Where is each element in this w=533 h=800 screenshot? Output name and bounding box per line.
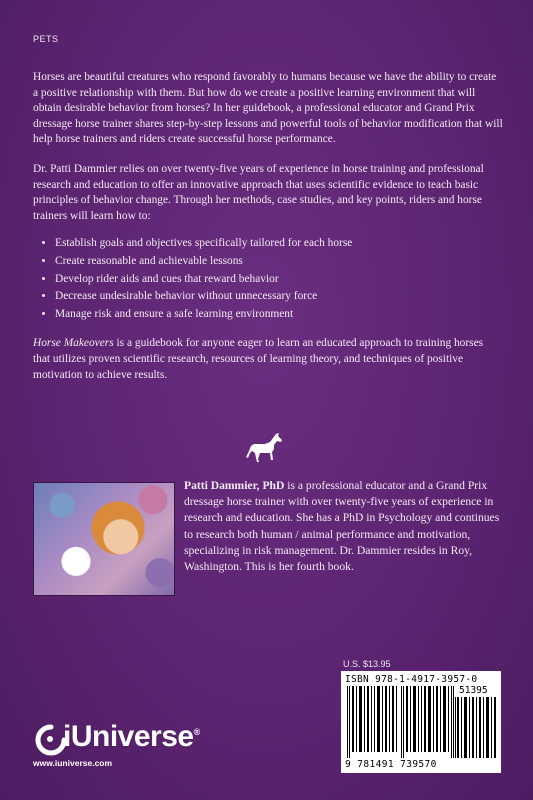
list-item: • Create reasonable and achievable lessons [55, 254, 503, 270]
author-bio-text: is a professional educator and a Grand Prix dressage horse trainer with over twenty-five years of experience in research and education. She has a PhD in Psychology and continues to research both human / animal performance and motivation, specializing in risk management. Dr. Dammier resides in Roy, Washington. This is her fourth book. [184, 479, 500, 574]
barcode-addon-digits: 51395 [459, 685, 488, 696]
approach-paragraph: Dr. Patti Dammier relies on over twenty-five years of experience in horse training and professional research and education to offer an innovative approach that uses scientific evidence to teach basic principles of behavior change. Through her methods, case studies, and key points, riders and horse trainers will learn how to: [33, 162, 484, 222]
list-item: • Manage risk and ensure a safe learning environment [55, 307, 503, 323]
closing-paragraph [33, 336, 503, 383]
registered-mark: ® [193, 727, 200, 737]
author-bio [184, 478, 504, 575]
publisher-name: iUniverse® [63, 720, 200, 753]
isbn-text: ISBN 978-1-4917-3957-0 [345, 674, 478, 685]
list-item: • Decrease undesirable behavior without unnecessary force [55, 289, 503, 305]
ean-barcode-bars [345, 686, 463, 758]
author-name: Patti Dammier, PhD [184, 479, 285, 492]
learning-points-list [33, 236, 503, 322]
addon-barcode-bars [453, 697, 499, 758]
isbn-barcode [341, 671, 501, 773]
horse-silhouette-icon [245, 432, 285, 464]
ean-digits: 9 781491 739570 [345, 759, 437, 770]
publisher-url: www.iuniverse.com [33, 758, 113, 768]
back-cover-description [33, 70, 503, 397]
list-item: • Establish goals and objectives specifically tailored for each horse [55, 236, 503, 252]
category-label: PETS [33, 34, 59, 44]
author-photo [33, 482, 175, 596]
list-item: • Develop rider aids and cues that reward behavior [55, 272, 503, 288]
price-label: U.S. $13.95 [343, 659, 391, 669]
closing-text: is a guidebook for anyone eager to learn an educated approach to training horses that utilizes proven scientific research, resources of learning theory, and techniques of positive motivation to achieve results. [33, 337, 484, 381]
intro-paragraph: Horses are beautiful creatures who respond favorably to humans because we have the ability to create a positive relationship with them. But how do we create a positive learning environment that will obtain desirable behavior from horses? In her guidebook, a professional educator and Grand Prix dressage horse trainer shares step-by-step lessons and powerful tools of behavior modification that will help horse trainers and riders create successful horse performance. [33, 71, 503, 146]
book-title: Horse Makeovers [33, 337, 114, 350]
